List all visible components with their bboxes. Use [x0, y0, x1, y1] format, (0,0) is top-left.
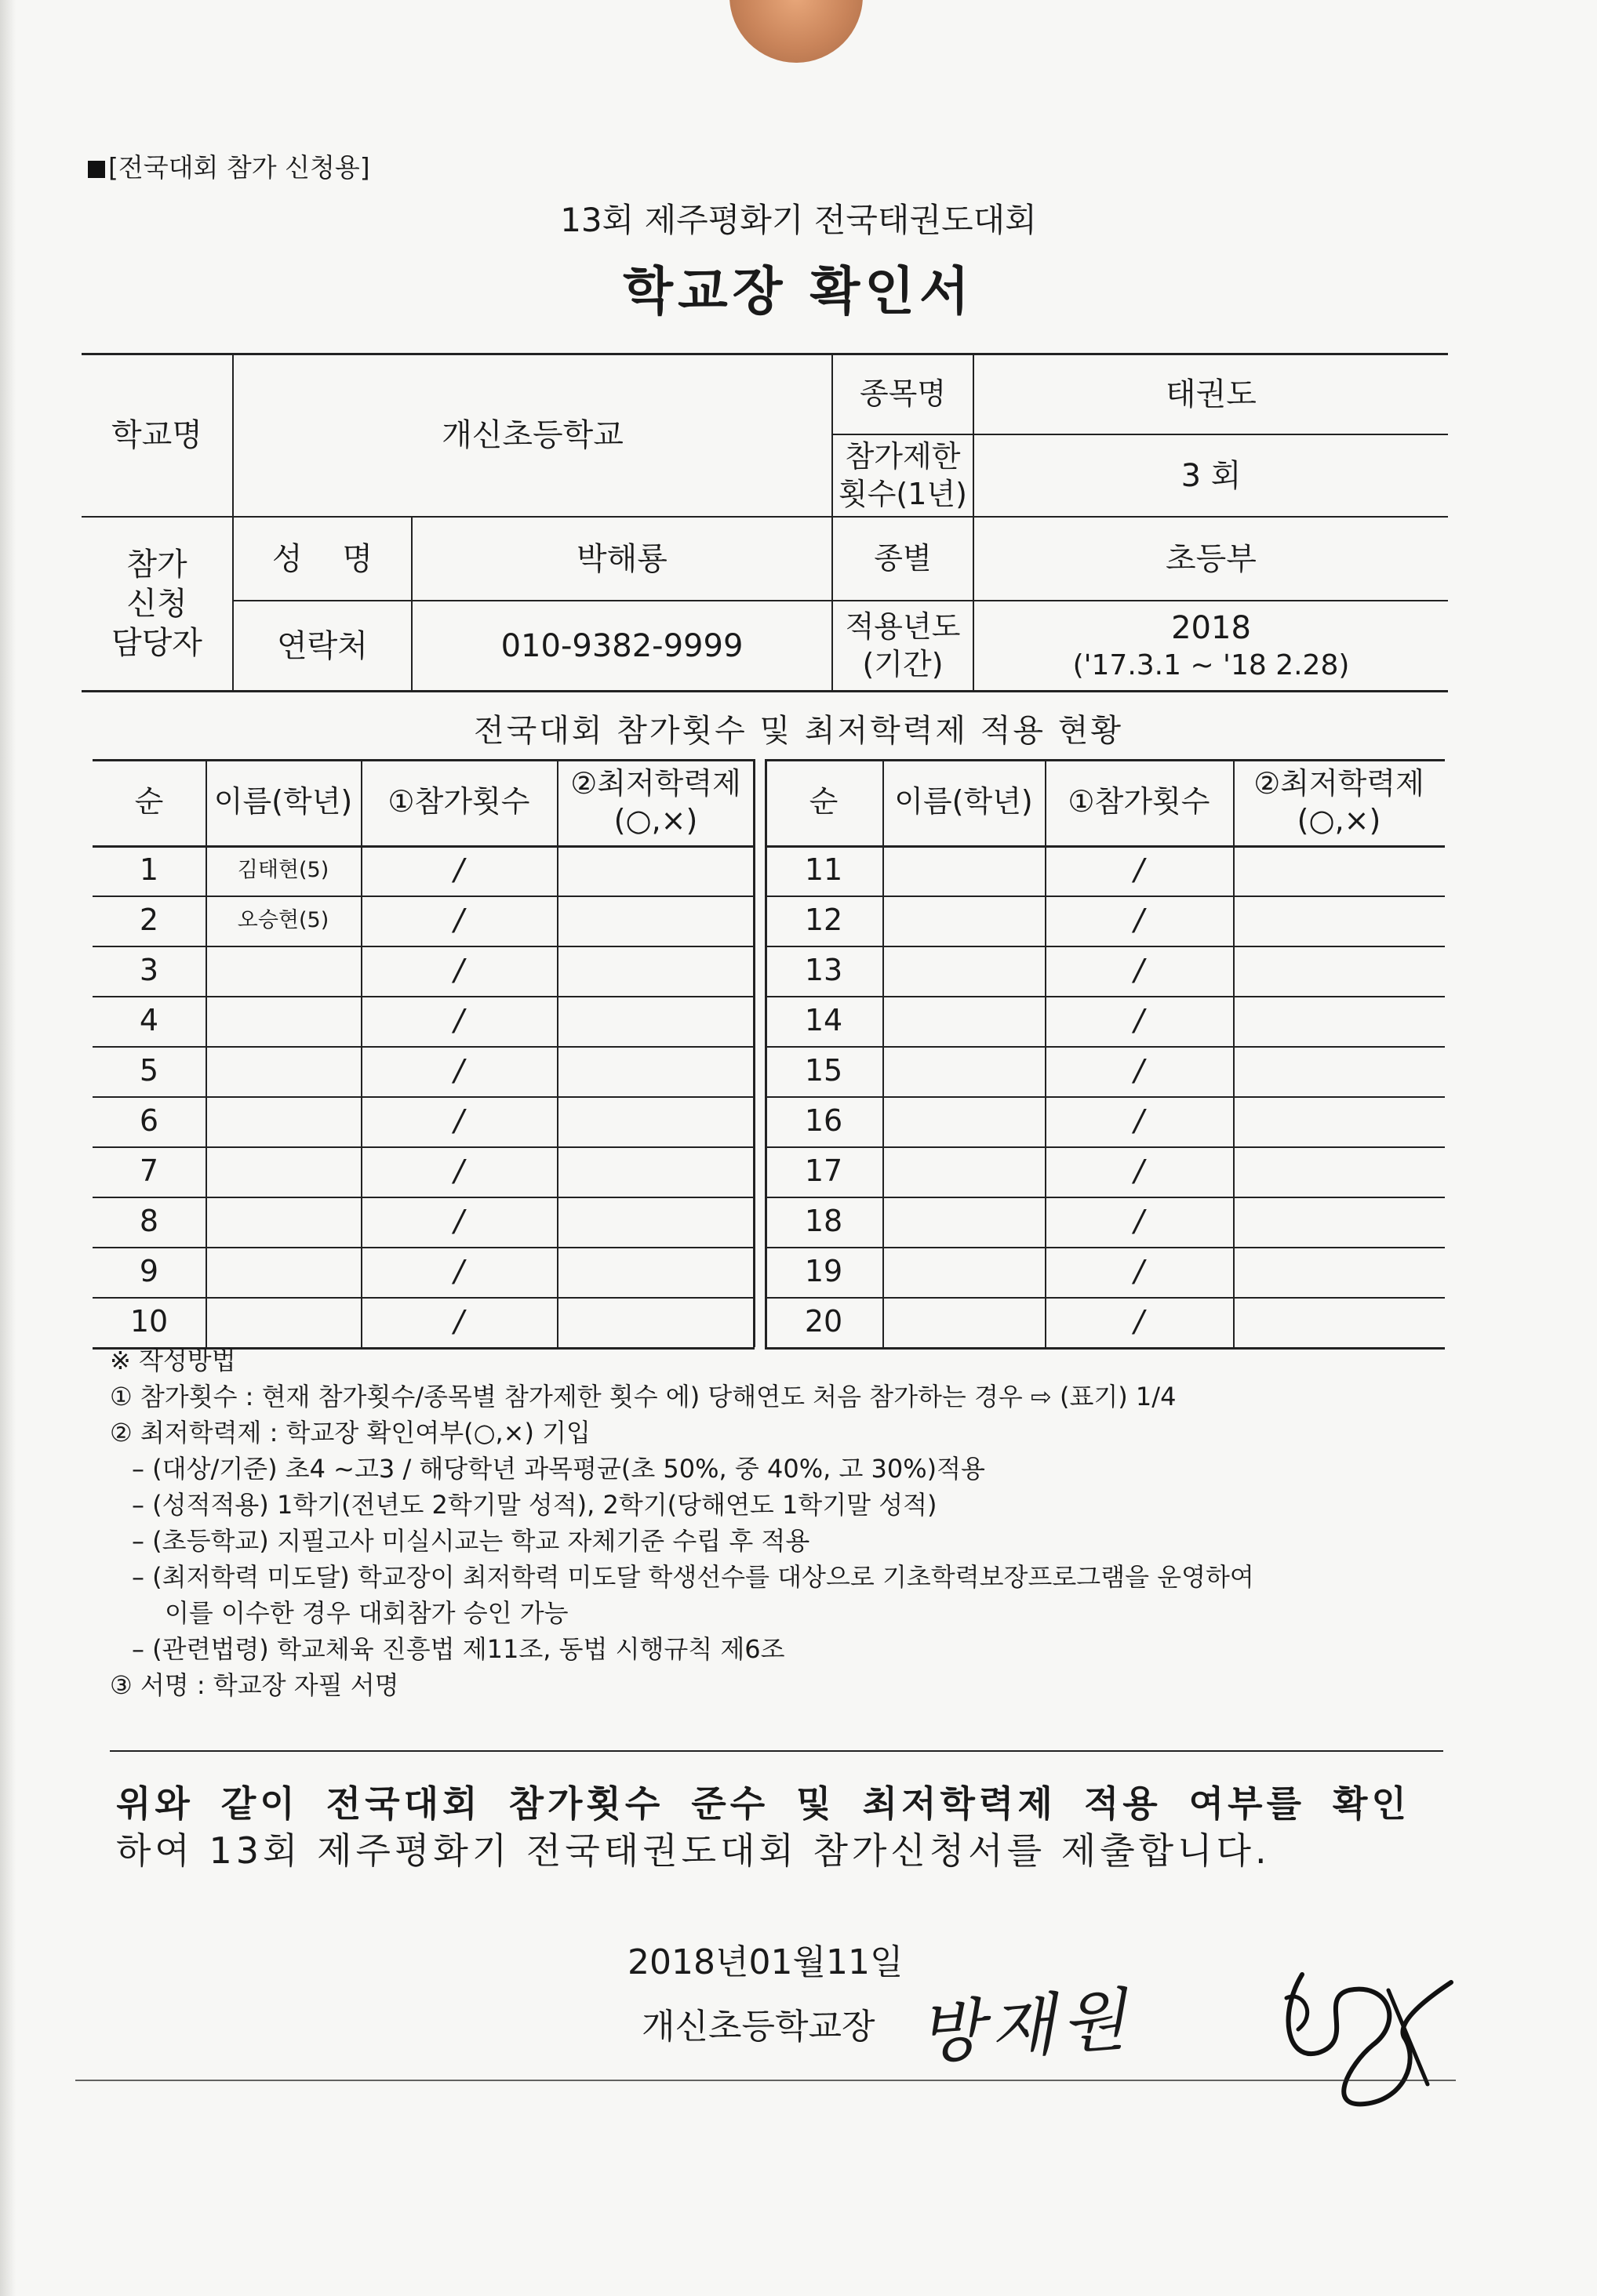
period-value: ('17.3.1 ~ '18 2.28) [1072, 649, 1350, 681]
header-count: ①참가횟수 [1068, 784, 1210, 819]
division-value: 초등부 [1166, 540, 1257, 577]
min-score-check [1233, 1146, 1445, 1197]
participation-count: / [1133, 1103, 1144, 1139]
min-score-check [1233, 896, 1445, 946]
name-value: 박해룡 [577, 540, 668, 577]
year-label-line1: 적용년도 [845, 609, 961, 644]
min-score-check [1233, 1046, 1445, 1096]
participation-count: / [453, 852, 464, 888]
notes-heading: ※ 작성방법 [110, 1346, 236, 1375]
document-title: 학교장 확인서 [623, 261, 974, 322]
participation-count: / [1133, 1003, 1144, 1038]
participation-count: / [1133, 1204, 1144, 1239]
header-name: 이름(학년) [894, 784, 1033, 819]
row-number: 6 [139, 1103, 159, 1139]
student-name: 김태현(5) [237, 858, 329, 883]
limit-value: 3 회 [1180, 457, 1242, 494]
min-score-check [1233, 1197, 1445, 1247]
min-score-check [557, 1197, 755, 1247]
declaration-line1: 위와 같이 전국대회 참가횟수 준수 및 최저학력제 적용 여부를 확인 [116, 1782, 1410, 1825]
student-name [206, 1197, 361, 1247]
note-item: – (성적적용) 1학기(전년도 2학기말 성적), 2학기(당해연도 1학기말 성적) [132, 1490, 937, 1520]
declaration-line2: 하여 13회 제주평화기 전국태권도대회 참가신청서를 제출합니다. [116, 1829, 1271, 1872]
participation-count: / [453, 1254, 464, 1289]
applicant-label [82, 518, 232, 690]
row-number: 15 [804, 1053, 843, 1088]
declaration [116, 1780, 1410, 1874]
applicant-label-line3: 담당자 [111, 625, 202, 661]
participation-count: / [453, 1103, 464, 1139]
min-score-check [557, 1297, 755, 1347]
min-score-check [1233, 1247, 1445, 1297]
row-number: 8 [139, 1204, 159, 1239]
row-number: 20 [804, 1304, 843, 1339]
student-name [882, 1197, 1045, 1247]
student-name [206, 1046, 361, 1096]
year-value [974, 601, 1448, 690]
row-number: 3 [139, 953, 159, 988]
note-item: – (초등학교) 지필고사 미실시교는 학교 자체기준 수립 후 적용 [132, 1526, 810, 1556]
min-score-check [557, 996, 755, 1046]
row-number: 4 [139, 1003, 159, 1038]
limit-label-line2: 횟수(1년) [839, 476, 967, 511]
school-label: 학교명 [111, 417, 202, 453]
min-score-check [557, 845, 755, 896]
row-number: 18 [804, 1204, 843, 1239]
student-name [206, 996, 361, 1046]
row-number: 9 [139, 1254, 159, 1289]
note-item: – (관련법령) 학교체육 진흥법 제11조, 동법 시행규칙 제6조 [132, 1634, 785, 1664]
min-score-check [1233, 946, 1445, 996]
row-number: 1 [139, 852, 159, 888]
header-count: ①참가횟수 [387, 784, 530, 819]
participation-count: / [1133, 852, 1144, 888]
row-number: 16 [804, 1103, 843, 1139]
event-label: 종목명 [859, 376, 947, 411]
min-score-check [1233, 1297, 1445, 1347]
row-number: 12 [804, 903, 843, 938]
year-label [833, 601, 973, 690]
participation-count: / [453, 953, 464, 988]
applicant-label-line2: 신청 [126, 586, 187, 622]
row-number: 5 [139, 1053, 159, 1088]
year-label-line2: (기간) [862, 646, 944, 681]
header-min-score-line1: ②최저학력제 [1253, 765, 1424, 801]
school-value: 개신초등학교 [442, 417, 624, 453]
notes [110, 1342, 1254, 1703]
row-number: 11 [804, 852, 843, 888]
form-tag-text: [전국대회 참가 신청용] [108, 152, 370, 183]
student-name [882, 845, 1045, 896]
student-name [206, 1096, 361, 1146]
finger-photo [729, 0, 863, 63]
min-score-check [557, 1146, 755, 1197]
note-item: ① 참가횟수 : 현재 참가횟수/종목별 참가제한 횟수 에) 당해연도 처음 참가하는 경우 ⇨ (표기) 1/4 [110, 1382, 1177, 1411]
note-item: – (대상/기준) 초4 ~고3 / 해당학년 과목평균(초 50%, 중 40%, 고 30%)적용 [132, 1454, 985, 1484]
student-name [206, 1247, 361, 1297]
participation-count: / [1133, 1153, 1144, 1189]
contact-label: 연락처 [277, 627, 368, 664]
student-name [206, 1297, 361, 1347]
header-no: 순 [134, 784, 164, 819]
applicant-label-line1: 참가 [126, 547, 187, 583]
participation-count: / [1133, 1304, 1144, 1339]
participation-count: / [453, 1003, 464, 1038]
student-name [882, 1247, 1045, 1297]
student-name [882, 896, 1045, 946]
limit-label [833, 435, 973, 516]
division-label: 종별 [874, 540, 932, 576]
year-value-main: 2018 [1171, 610, 1251, 646]
row-number: 7 [139, 1153, 159, 1189]
contact-value: 010-9382-9999 [500, 627, 744, 664]
row-number: 14 [804, 1003, 843, 1038]
min-score-check [557, 1046, 755, 1096]
student-name [882, 946, 1045, 996]
participation-count: / [453, 1204, 464, 1239]
participation-count: / [453, 903, 464, 938]
student-name: 오승현(5) [237, 908, 329, 933]
min-score-check [557, 946, 755, 996]
min-score-check [1233, 1096, 1445, 1146]
signature-scribble [1271, 1967, 1459, 2116]
min-score-check [557, 1096, 755, 1146]
row-number: 2 [139, 903, 159, 938]
participation-count: / [453, 1304, 464, 1339]
header-min-score-line2: (○,×) [1297, 803, 1381, 837]
min-score-check [557, 896, 755, 946]
student-name [882, 1096, 1045, 1146]
note-item: 이를 이수한 경우 대회참가 승인 가능 [165, 1598, 569, 1628]
status-section-title: 전국대회 참가횟수 및 최저학력제 적용 현황 [473, 713, 1124, 749]
participation-count: / [1133, 1053, 1144, 1088]
student-name [206, 946, 361, 996]
principal-title: 개신초등학교장 [642, 2007, 875, 2047]
participation-count: / [1133, 903, 1144, 938]
note-item: – (최저학력 미도달) 학교장이 최저학력 미도달 학생선수를 대상으로 기초학력보장프로그램을 운영하여 [132, 1562, 1254, 1592]
document-date: 2018년01월11일 [628, 1942, 904, 1982]
header-no: 순 [809, 784, 839, 819]
participation-count: / [453, 1153, 464, 1189]
scan-shadow [0, 0, 16, 2296]
row-number: 19 [804, 1254, 843, 1289]
student-name [882, 1046, 1045, 1096]
square-bullet-icon [88, 161, 105, 178]
row-number: 10 [129, 1304, 169, 1339]
participation-count: / [453, 1053, 464, 1088]
header-min-score-line1: ②최저학력제 [570, 765, 741, 801]
note-item: ② 최저학력제 : 학교장 확인여부(○,×) 기입 [110, 1418, 591, 1448]
student-name [882, 1146, 1045, 1197]
event-title: 13회 제주평화기 전국태권도대회 [560, 201, 1037, 239]
row-number: 13 [804, 953, 843, 988]
participation-count: / [1133, 1254, 1144, 1289]
student-name [882, 1297, 1045, 1347]
row-number: 17 [804, 1153, 843, 1189]
participation-count: / [1133, 953, 1144, 988]
handwritten-signature: 방재원 [915, 1980, 1135, 2074]
min-score-check [1233, 845, 1445, 896]
header-min-score-line2: (○,×) [613, 803, 698, 837]
header-min-score [557, 759, 755, 845]
limit-label-line1: 참가제한 [845, 439, 961, 474]
name-label: 성 명 [271, 540, 373, 577]
header-min-score [1233, 759, 1445, 845]
student-name [206, 1146, 361, 1197]
note-item: ③ 서명 : 학교장 자필 서명 [110, 1670, 399, 1700]
student-name [882, 996, 1045, 1046]
form-tag [88, 147, 370, 184]
min-score-check [557, 1247, 755, 1297]
event-value: 태권도 [1166, 376, 1257, 412]
min-score-check [1233, 996, 1445, 1046]
header-name: 이름(학년) [213, 784, 353, 819]
